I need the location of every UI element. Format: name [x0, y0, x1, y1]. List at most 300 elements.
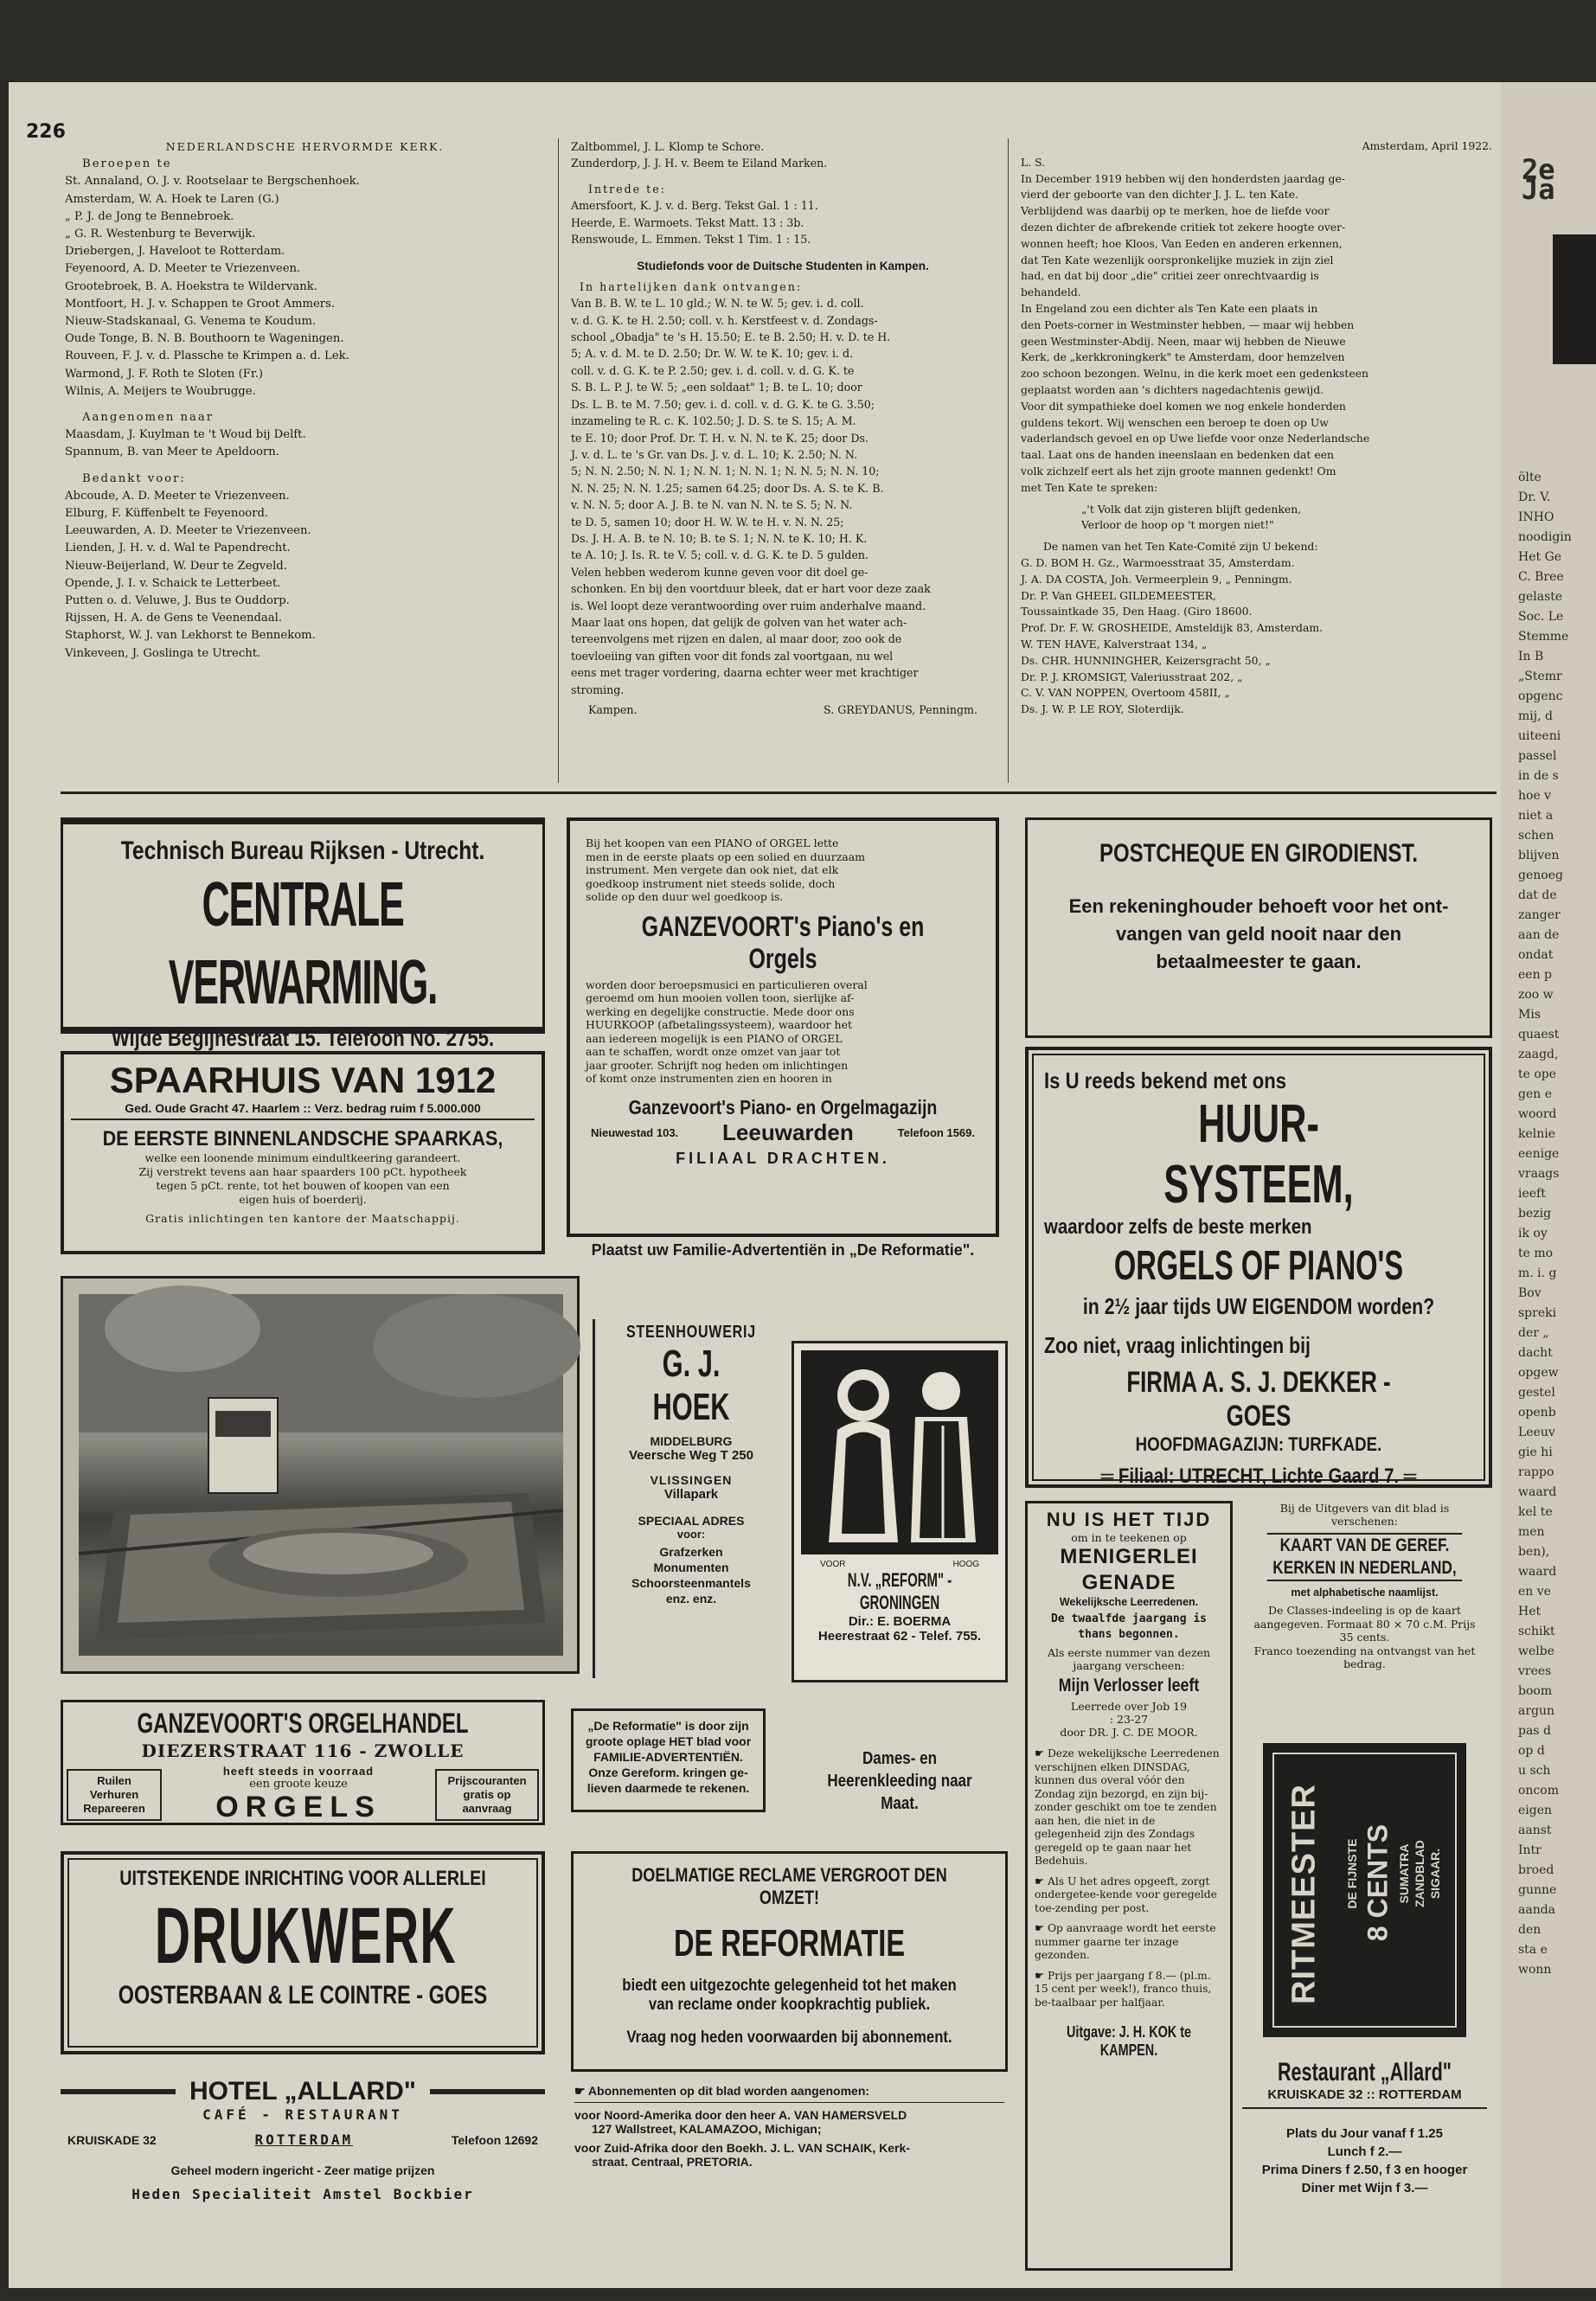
kaart-sub: met alphabetische naamlijst. — [1291, 1586, 1439, 1599]
text-line: Heerde, E. Warmoets. Tekst Matt. 13 : 3b. — [571, 215, 804, 229]
text-line: te D. 5, samen 10; door H. W. W. te H. v. N. N. 25; — [571, 515, 844, 529]
text-line: „ P. J. de Jong te Bennebroek. — [65, 209, 234, 223]
edge-line: rappo — [1518, 1465, 1554, 1479]
hoek-top: STEENHOUWERIJ — [626, 1323, 756, 1342]
hand-pointer-icon: ☛ — [1035, 1875, 1048, 1888]
kaart-text-2: Franco toezending na ontvangst van het bedrag. — [1253, 1644, 1476, 1670]
text-line: te E. 10; door Prof. Dr. T. H. v. N. N. te K. 25; door Ds. — [571, 431, 869, 445]
edge-line: aanda — [1518, 1903, 1556, 1917]
edge-line: gen e — [1518, 1087, 1552, 1101]
edge-line: vraags — [1518, 1167, 1560, 1181]
orgelhandel-right: Prijscouranten gratis op aanvraag — [435, 1769, 539, 1821]
text-line: toevloeiing van giften voor dit fonds zal voortgaan, nu wel — [571, 649, 894, 663]
edge-line: sta e — [1518, 1943, 1548, 1957]
committee-line: W. TEN HAVE, Kalverstraat 134, „ — [1021, 637, 1208, 651]
ad-abonnementen — [571, 2080, 1008, 2253]
edge-line: „Stemr — [1518, 670, 1562, 683]
edge-line: eigen — [1518, 1804, 1553, 1817]
committee-line: G. D. BOM H. Gz., Warmoesstraat 35, Amsterdam. — [1021, 555, 1295, 569]
hoek-items: Grafzerken Monumenten Schoorsteenmantels enz. enz. — [631, 1545, 751, 1606]
hotel-line-1: Geheel modern ingericht - Zeer matige prijzen — [170, 2163, 435, 2177]
text-line: Oude Tonge, B. N. B. Bouthoorn te Wageningen. — [65, 332, 344, 346]
edge-text — [1501, 364, 1596, 1980]
edge-line: ben), — [1518, 1545, 1550, 1559]
committee-line: J. A. DA COSTA, Joh. Vermeerplein 9, „ Penningm. — [1021, 572, 1292, 586]
nutijd-sub: om in te teekenen op — [1071, 1531, 1187, 1544]
text-line: vierd der geboorte van den dichter J. J. L. ten Kate. — [1021, 188, 1298, 202]
text-line: 5; N. N. 2.50; N. N. 1; N. N. 1; N. N. 1; N. N. 5; N. N. 10; — [571, 465, 880, 478]
edge-line: bezig — [1518, 1207, 1552, 1221]
text-line: Renswoude, L. Emmen. Tekst 1 Tim. 1 : 15. — [571, 233, 811, 247]
reform-director: Dir.: E. BOERMA — [848, 1614, 952, 1629]
edge-line: ölte — [1518, 471, 1542, 484]
text-line: vaderlandsch gevoel en op Uwe liefde voor onze Nederlandsche — [1021, 432, 1370, 445]
edge-title: 2e Ja — [1522, 153, 1555, 206]
ad-text-line: HUURKOOP (afbetalingssysteem), waardoor het — [586, 1018, 852, 1031]
edge-line: Het — [1518, 1605, 1542, 1618]
abon-line-2: voor Noord-Amerika door den heer A. VAN HAMERSVELD — [574, 2108, 907, 2122]
druk-top: UITSTEKENDE INRICHTING VOOR ALLERLEI — [119, 1867, 486, 1890]
text-line: taal. Laat ons de handen ineenslaan en bedenken dat een — [1021, 448, 1334, 462]
edge-line: broed — [1518, 1863, 1554, 1877]
edge-line: noodigin — [1518, 530, 1572, 544]
edge-line: te ope — [1518, 1067, 1557, 1081]
fund-text — [571, 295, 995, 698]
text-line: te A. 10; J. Is. R. te V. 5; coll. v. d. G. K. te D. 5 gulden. — [571, 548, 869, 562]
ad-restaurant-allard — [1237, 2054, 1492, 2275]
edge-line: boom — [1518, 1684, 1553, 1698]
postcheque-text: Een rekeninghouder behoeft voor het ont-vangen van geld nooit naar den betaalmeester te gaan. — [1068, 895, 1449, 972]
ad-text-line: welke een loonende minimum eindultkeering garandeert. — [144, 1151, 461, 1164]
edge-line: vrees — [1518, 1664, 1552, 1678]
edge-line: spreki — [1518, 1306, 1557, 1320]
text-line: Grootebroek, B. A. Hoekstra te Wildervank. — [65, 279, 317, 293]
restaurant-title: Restaurant „Allard" — [1277, 2058, 1452, 2086]
edge-line: zaagd, — [1518, 1048, 1559, 1061]
text-line: Van B. B. W. te L. 10 gld.; W. N. te W. 5; gev. i. d. coll. — [571, 297, 864, 311]
text-line: Nieuw-Stadskanaal, G. Venema te Koudum. — [65, 315, 317, 329]
text-line: dezen dichter de afbrekende critiek tot zekere hoogte over- — [1021, 220, 1346, 234]
edge-line: schen — [1518, 829, 1554, 843]
ritmeester-p1: DE FIJNSTE — [1345, 1838, 1359, 1909]
text-line: had, en dat bij door „die" critiei zeer onrechtvaardig is — [1021, 269, 1319, 283]
edge-line: Dr. V. — [1518, 490, 1551, 504]
abon-line-4: voor Zuid-Afrika door den Boekh. J. L. VAN SCHAIK, Kerk- — [574, 2141, 910, 2155]
edge-line: een p — [1518, 968, 1552, 982]
piano-city: Leeuwarden — [722, 1118, 854, 1145]
ad-text-line: Zij verstrekt tevens aan haar spaarders 100 pCt. hypotheek — [138, 1165, 467, 1178]
text-line: inzameling te R. c. K. 102.50; J. D. S. te S. 15; A. M. — [571, 414, 856, 428]
ritmeester-p2: 8 CENTS — [1362, 1823, 1394, 1942]
orgelhandel-mid-1: heeft steeds in voorraad — [222, 1765, 375, 1778]
ad-text-line: goedkoop instrument niet steeds solide, doch — [586, 876, 836, 890]
committee-line: Ds. CHR. HUNNINGHER, Keizersgracht 50, „ — [1021, 653, 1271, 667]
ad-reformatie-familie — [571, 1708, 766, 1812]
edge-line: den — [1518, 1923, 1542, 1937]
fund-subheading: In hartelijken dank ontvangen: — [580, 279, 803, 293]
text-line: In December 1919 hebben wij den honderdsten jaardag ge- — [1021, 171, 1345, 185]
nutijd-heading: MENIGERLEI GENADE — [1060, 1545, 1198, 1594]
ad-kaart-gereformeerde-kerken — [1237, 1497, 1492, 1730]
edge-line: woord — [1518, 1107, 1557, 1121]
hand-pointer-icon: ☛ — [1035, 1922, 1048, 1934]
nutijd-sermon: Mijn Verlosser leeft — [1058, 1676, 1200, 1695]
ad-drukwerk — [61, 1851, 545, 2054]
spaar-footer: Gratis inlichtingen ten kantore der Maatschappij. — [145, 1212, 460, 1225]
text-line: J. v. d. L. te 's Gr. van Ds. J. v. d. L. 10; K. 2.50; N. N. — [571, 447, 858, 461]
grave-illustration — [79, 1294, 563, 1656]
ad-technisch-bureau — [61, 817, 545, 1051]
hand-pointer-icon: ☛ — [574, 2084, 588, 2098]
refblad-text: „De Reformatie" is door zijn groote oplage HET blad voor FAMILIE-ADVERTENTIËN. Onze Gereform. kringen ge-lieven daarmede te rekenen. — [585, 1719, 752, 1795]
spaar-title: SPAARHUIS VAN 1912 — [109, 1060, 497, 1100]
abon-line-5: straat. Centraal, PRETORIA. — [592, 2155, 753, 2169]
huur-heading: HUUR-SYSTEEM, — [1163, 1094, 1354, 1215]
edge-line: dacht — [1518, 1346, 1553, 1360]
piano-store: Ganzevoort's Piano- en Orgelmagazijn — [628, 1095, 938, 1118]
text-line: behandeld. — [1021, 285, 1081, 299]
text-line: Lienden, J. H. v. d. Wal te Papendrecht. — [65, 542, 291, 555]
restaurant-line-4: Diner met Wijn f 3.— — [1301, 2181, 1428, 2195]
ad-steenhouwerij-hoek — [593, 1319, 787, 1678]
druk-heading: DRUKWERK — [154, 1892, 457, 1980]
ad-ganzevoort-pianos — [567, 817, 999, 1237]
ad-hotel-allard — [61, 2072, 545, 2266]
edge-line: oncom — [1518, 1784, 1559, 1798]
hoek-name: G. J. HOEK — [652, 1343, 730, 1428]
druk-firm: OOSTERBAAN & LE COINTRE - GOES — [118, 1981, 488, 2009]
fashion-illustration — [794, 1343, 1005, 1560]
edge-line: uiteeni — [1518, 729, 1561, 743]
committee-line: Toussaintkade 35, Den Haag. (Giro 18600. — [1021, 605, 1253, 619]
text-line: guldens tekort. Wij wenschen een beroep te doen op Uw — [1021, 415, 1329, 429]
doel-text-3: Vraag nog heden voorwaarden bij abonnement. — [626, 2029, 952, 2047]
fund-heading: Studiefonds voor de Duitsche Studenten in Kampen. — [637, 260, 929, 273]
ad-reform-groningen — [792, 1341, 1008, 1682]
ad-text-line: solide op den duur wel goedkoop is. — [586, 890, 784, 903]
equals-icon: ═ — [1100, 1465, 1118, 1488]
edge-line: der „ — [1518, 1326, 1549, 1340]
poster-right-text: HOOG — [952, 1560, 979, 1569]
committee-line: Dr. P. J. KROMSIGT, Valeriusstraat 202, „ — [1021, 670, 1243, 683]
huur-sub: waardoor zelfs de beste merken — [1044, 1215, 1312, 1239]
edge-line: kelnie — [1518, 1127, 1556, 1141]
edge-line: te mo — [1518, 1247, 1554, 1260]
text-line: Maasdam, J. Kuylman te 't Woud bij Delft. — [65, 428, 306, 442]
edge-line: eenige — [1518, 1147, 1560, 1161]
nutijd-b2: Als U het adres opgeeft, zorgt ondergetee-kende voor geregelde toe-zending per post. — [1035, 1875, 1217, 1914]
restaurant-line-3: Prima Diners f 2.50, f 3 en hooger — [1261, 2163, 1468, 2177]
text-line: Rijssen, H. A. de Gens te Veenendaal. — [65, 612, 283, 625]
text-line: Leeuwarden, A. D. Meeter te Vriezenveen. — [65, 524, 311, 538]
huur-question-3: Zoo niet, vraag inlichtingen bij — [1044, 1332, 1311, 1358]
edge-line: schikt — [1518, 1625, 1555, 1638]
ad-text-line: instrument. Men vergete dan ook niet, dat elk — [586, 863, 839, 876]
text-line: St. Annaland, O. J. v. Rootselaar te Bergschenhoek. — [65, 175, 360, 189]
text-line: „ G. R. Westenburg te Beverwijk. — [65, 228, 256, 241]
nutijd-first: Als eerste nummer van dezen jaargang verscheen: — [1047, 1646, 1211, 1672]
piano-branch: FILIAAL DRACHTEN. — [676, 1149, 890, 1167]
text-line: geen Westminster-Abdij. Neen, maar wij hebben de Nieuwe — [1021, 334, 1346, 348]
kaart-text: De Classes-indeeling is op de kaart aangegeven. Formaat 80 × 70 c.M. Prijs 35 cents. — [1253, 1604, 1476, 1644]
restaurant-line-1: Plats du Jour vanaf f 1.25 — [1286, 2126, 1443, 2141]
church-heading: NEDERLANDSCHE HERVORMDE KERK. — [165, 140, 445, 153]
text-line: Velen hebben wederom kunne geven voor dit doel ge- — [571, 565, 869, 579]
text-line: v. d. G. K. te H. 2.50; coll. v. h. Kerstfeest v. d. Zondags- — [571, 313, 878, 327]
huur-hq: HOOFDMAGAZIJN: TURFKADE. — [1135, 1433, 1382, 1455]
ad-text-line: eigen huis of boerderij. — [239, 1193, 367, 1206]
edge-line: waard — [1518, 1565, 1557, 1579]
ritmeester-p3: SUMATRA — [1397, 1843, 1411, 1904]
column-church-news — [65, 138, 545, 663]
text-line: S. B. L. P. J. te W. 5; „een soldaat" 1; B. te L. 10; door — [571, 381, 862, 394]
huur-branch: ═ Filiaal: UTRECHT, Lichte Gaard 7. ═ — [1100, 1465, 1417, 1488]
ritmeester-name: RITMEESTER — [1285, 1784, 1323, 2004]
committee-intro: De namen van het Ten Kate-Comité zijn U bekend: — [1043, 540, 1318, 554]
tbr-heading: CENTRALE VERWARMING. — [168, 870, 438, 1017]
ad-text-line: of komt onze instrumenten zien en hooren in — [586, 1072, 832, 1085]
doel-text-2: van reclame onder koopkrachtig publiek. — [648, 1996, 931, 2014]
ad-doelmatige-reclame — [571, 1851, 1008, 2072]
text-line: Ds. J. H. A. B. te N. 10; B. te S. 1; N. N. te K. 10; H. K. — [571, 531, 868, 545]
text-line: Maar laat ons hopen, dat gelijk de golven van het water ach- — [571, 615, 907, 629]
text-line: is. Wel loopt deze verantwoording over ruim anderhalve maand. — [571, 599, 926, 612]
text-line: wonnen heeft; hoe Kloos, Van Eeden en anderen erkennen, — [1021, 236, 1343, 250]
edge-line: INHO — [1518, 510, 1554, 524]
spaar-heading: DE EERSTE BINNENLANDSCHE SPAARKAS, — [102, 1127, 503, 1150]
section-rule — [61, 792, 1497, 794]
nutijd-author: door DR. J. C. DE MOOR. — [1060, 1726, 1198, 1739]
nutijd-b1: Deze wekelijksche Leerredenen verschijnen elken DINSDAG, kunnen dus overal vóór den Zondag zijn bezorgd, en zijn bij-zonder geschikt om toe te zenden aan hen, die niet in de gelegenheid zijn des Zondags geregeld op te gaan naar het Bedehuis. — [1035, 1747, 1220, 1867]
piano-phone: Telefoon 1569. — [897, 1125, 975, 1139]
text-line: Wilnis, A. Meijers te Woubrugge. — [65, 384, 256, 398]
hotel-line-2: Heden Specialiteit Amstel Bockbier — [131, 2186, 474, 2202]
text-line: dat Ten Kate wezenlijk oorspronkelijke muziek in zijn ziel — [1021, 253, 1334, 266]
edge-line: blijven — [1518, 849, 1560, 862]
postcheque-title: POSTCHEQUE EN GIRODIENST. — [1099, 839, 1419, 868]
committee-line: Dr. P. Van GHEEL GILDEMEESTER, — [1021, 588, 1216, 602]
familie-ad-line: Plaatst uw Familie-Advertentiën in „De Reformatie". — [591, 1241, 975, 1259]
text-line: Amsterdam, W. A. Hoek te Laren (G.) — [65, 192, 279, 206]
bedankt-list — [65, 488, 545, 663]
abon-line-1: Abonnementen op dit blad worden aangenomen: — [587, 2084, 870, 2098]
committee-list — [1021, 555, 1492, 718]
kaart-intro: Bij de Uitgevers van dit blad is verschenen: — [1279, 1502, 1450, 1528]
committee-line: C. V. VAN NOPPEN, Overtoom 458II, „ — [1021, 686, 1230, 700]
text-line: den Poets-corner in Westminster hebben, — maar wij hebben — [1021, 317, 1355, 331]
text-line: In Engeland zou een dichter als Ten Kate een plaats in — [1021, 301, 1318, 315]
orgelhandel-title: GANZEVOORT'S ORGELHANDEL — [137, 1708, 469, 1739]
ad-grave-photo — [61, 1276, 580, 1674]
nutijd-sub2: Wekelijksche Leerredenen. — [1059, 1596, 1199, 1608]
hoek-city: MIDDELBURG — [650, 1434, 733, 1448]
column-rule — [1008, 138, 1009, 783]
ad-text-line: tegen 5 pCt. rente, tot het bouwen of koopen van een — [156, 1179, 450, 1192]
ad-menigerlei-genade — [1025, 1501, 1233, 2271]
ritmeester-fabrikant: FABRIKANT: N.V. GEBR. SCHUPPEN — [1467, 1804, 1476, 1938]
ritmeester-city: VEENENDAAL — [1477, 1844, 1486, 1898]
nutijd-jaargang: De twaalfde jaargang is thans begonnen. — [1050, 1612, 1207, 1641]
aangenomen-title: Aangenomen naar — [82, 411, 215, 425]
text-line: Voor dit sympathieke doel komen we nog enkele honderden — [1021, 399, 1346, 413]
edge-line: argun — [1518, 1704, 1555, 1718]
edge-line: C. Bree — [1518, 570, 1564, 584]
edge-bar — [1553, 234, 1596, 364]
text-line: geplaatst worden aan 's dichters nagedachtenis gewijd. — [1021, 382, 1324, 396]
text-line: Warmond, J. F. Roth te Sloten (Fr.) — [65, 367, 264, 381]
ad-text-line: aan te schaffen, wordt onze omzet van jaar tot — [586, 1045, 841, 1058]
edge-line: passel — [1518, 749, 1557, 763]
newspaper-page — [9, 82, 1501, 2288]
aangenomen-list — [65, 426, 545, 461]
text-line: coll. v. d. G. K. te P. 2.50; gev. i. d. coll. v. d. G. K. te — [571, 363, 855, 377]
edge-line: Stemme — [1518, 630, 1569, 644]
text-line: Amersfoort, K. J. v. d. Berg. Tekst Gal. 1 : 11. — [571, 199, 818, 213]
nutijd-b4: Prijs per jaargang f 8.— (pl.m. 15 cent per week!), franco thuis, be-taalbaar per halfjaar. — [1035, 1969, 1212, 2009]
ad-postcheque — [1025, 817, 1492, 1038]
piano-brand: GANZEVOORT's Piano's en Orgels — [641, 910, 925, 974]
edge-line: openb — [1518, 1406, 1556, 1420]
spaar-subtitle: Ged. Oude Gracht 47. Haarlem :: Verz. bedrag ruim f 5.000.000 — [71, 1101, 535, 1120]
ad-text-line: men in de eerste plaats op een solied en duurzaam — [586, 849, 866, 863]
text-line: met Ten Kate te spreken: — [1021, 480, 1158, 494]
edge-line: wonn — [1518, 1963, 1552, 1977]
reform-title: N.V. „REFORM" - GRONINGEN — [847, 1569, 952, 1613]
edge-line: zoo w — [1518, 988, 1554, 1002]
ritmeester-p5: SIGAAR. — [1428, 1848, 1442, 1900]
edge-line: Mis — [1518, 1008, 1541, 1022]
intrede-list — [571, 197, 995, 247]
text-line: eens met trager vordering, daarna echter weer met krachtiger — [571, 666, 919, 680]
tbr-address: Wijde Begijnestraat 15. Telefoon No. 2755. — [111, 1025, 495, 1051]
text-line: Verblijdend was daarbij op te merken, hoe de liefde voor — [1021, 204, 1330, 218]
ad-dekker-huursysteem — [1025, 1047, 1492, 1488]
text-line: Zaltbommel, J. L. Klomp te Schore. — [571, 140, 765, 153]
edge-line: zanger — [1518, 908, 1561, 922]
beroepen-title: Beroepen te — [82, 157, 172, 171]
edge-line: dat de — [1518, 888, 1557, 902]
dateline: Amsterdam, April 1922. — [1362, 139, 1492, 152]
text-line: Opende, J. I. v. Schaick te Letterbeet. — [65, 576, 281, 590]
edge-line: pas d — [1518, 1724, 1551, 1738]
ad-spaarhuis — [61, 1051, 545, 1254]
page-number: 226 — [26, 121, 66, 143]
beroepen-list — [65, 173, 545, 401]
piano-address: Nieuwestad 103. — [591, 1125, 679, 1139]
ad-text-line: werking en degelijke constructie. Mede door ons — [586, 1004, 855, 1018]
text-line: Nieuw-Beijerland, W. Deur te Zegveld. — [65, 559, 287, 573]
orgelhandel-mid-2: een groote keuze — [249, 1778, 348, 1791]
tbr-title: Technisch Bureau Rijksen - Utrecht. — [120, 836, 485, 865]
edge-line: gestel — [1518, 1386, 1555, 1400]
text-line: Feyenoord, A. D. Meeter te Vriezenveen. — [65, 262, 301, 276]
text-line: N. N. 25; N. N. 1.25; samen 64.25; door Ds. A. S. te K. B. — [571, 481, 884, 495]
quote — [1021, 502, 1492, 535]
edge-line: welbe — [1518, 1644, 1554, 1658]
text-line: Spannum, B. van Meer te Apeldoorn. — [65, 445, 279, 459]
edge-line: opgenc — [1518, 689, 1563, 703]
bedankt-title: Bedankt voor: — [82, 471, 186, 485]
edge-line: aan de — [1518, 928, 1560, 942]
hoek-adres: SPECIAAL ADRES — [638, 1514, 745, 1528]
edge-line: Bov — [1518, 1286, 1542, 1300]
edge-line: mij, d — [1518, 709, 1553, 723]
text-line: tereenvolgens met rijzen en dalen, al maar door, zoo ook de — [571, 632, 902, 646]
edge-line: in de s — [1518, 769, 1559, 783]
edge-line: ieeft — [1518, 1187, 1546, 1201]
text-line: zoo schoon bezongen. Welnu, in die kerk moet een gedenksteen — [1021, 367, 1369, 381]
hoek-street-2: Villapark — [663, 1487, 719, 1502]
edge-line: ik oy — [1518, 1227, 1548, 1240]
text-line: Kerk, de „kerkkroningkerk" te Amsterdam, door hemzelven — [1021, 350, 1345, 364]
edge-line: quaest — [1518, 1028, 1560, 1042]
huur-heading-2: ORGELS OF PIANO'S — [1113, 1243, 1404, 1289]
reform-clothes: Dames- en Heerenkleeding naar Maat. — [827, 1749, 972, 1813]
text-line: Zunderdorp, J. J. H. v. Beem te Eiland Marken. — [571, 157, 828, 170]
restaurant-line-2: Lunch f 2.— — [1327, 2144, 1402, 2159]
intrede-title: Intrede te: — [588, 182, 666, 195]
adjacent-page-edge — [1501, 82, 1596, 2288]
quote-line: „'t Volk dat zijn gisteren blijft gedenken, — [1081, 502, 1302, 516]
committee-line: Ds. J. W. P. LE ROY, Sloterdijk. — [1021, 702, 1184, 716]
doel-heading: DE REFORMATIE — [673, 1922, 906, 1965]
column-rule — [558, 138, 559, 783]
edge-line: Intr — [1518, 1843, 1542, 1857]
hoek-voor: voor: — [676, 1528, 706, 1541]
nutijd-ref: Leerrede over Job 19 : 23-27 — [1070, 1700, 1188, 1726]
text-line: Putten o. d. Veluwe, J. Bus te Ouddorp. — [65, 594, 290, 608]
text-line: school „Obadja" te 's H. 15.50; E. te B. 2.50; H. v. D. te H. — [571, 330, 891, 344]
appeal-text — [1021, 171, 1492, 497]
edge-line: opgew — [1518, 1366, 1559, 1380]
nutijd-b3: Op aanvraage wordt het eerste nummer gaarne ter inzage gezonden. — [1035, 1922, 1216, 1961]
ad-ganzevoort-orgelhandel — [61, 1700, 545, 1825]
text-line: stroming. — [571, 683, 625, 696]
ad-text-line: Bij het koopen van een PIANO of ORGEL lette — [586, 836, 839, 849]
poster-left-text: VOOR — [820, 1560, 846, 1569]
reform-address: Heerestraat 62 - Telef. 755. — [817, 1629, 982, 1644]
edge-line: hoe v — [1518, 789, 1552, 803]
huur-question: Is U reeds bekend met ons — [1044, 1067, 1287, 1093]
hotel-title: HOTEL „ALLARD" — [189, 2077, 416, 2106]
text-line: Vinkeveen, J. Goslinga te Utrecht. — [65, 646, 261, 660]
edge-line: u sch — [1518, 1764, 1551, 1778]
hand-pointer-icon: ☛ — [1035, 1969, 1048, 1982]
sign-name: S. GREYDANUS, Penningm. — [824, 703, 977, 716]
edge-line: gie hi — [1518, 1445, 1553, 1459]
piano-intro — [586, 836, 980, 904]
ad-text-line: aan iedereen mogelijk is een PIANO of ORGEL — [586, 1031, 843, 1045]
kaart-title: KAART VAN DE GEREF. KERKEN IN NEDERLAND, — [1267, 1533, 1463, 1581]
edge-line: Leeuv — [1518, 1426, 1555, 1439]
orgelhandel-left: Ruilen Verhuren Repareeren — [67, 1769, 162, 1821]
edge-line: waard — [1518, 1485, 1557, 1499]
hotel-address: KRUISKADE 32 — [67, 2132, 157, 2147]
edge-line: gelaste — [1518, 590, 1563, 604]
doel-text-1: biedt een uitgezochte gelegenheid tot het maken — [622, 1977, 957, 1995]
beroepen-continued — [571, 138, 995, 172]
edge-line: aanst — [1518, 1823, 1552, 1837]
edge-line: men — [1518, 1525, 1545, 1539]
ad-text-line: worden door beroepsmusici en particulieren overal — [586, 977, 868, 991]
text-line: v. N. N. 5; door A. J. B. te N. van N. N. te S. 5; N. N. — [571, 498, 853, 512]
edge-line: ondat — [1518, 948, 1554, 962]
edge-line: op d — [1518, 1744, 1545, 1758]
column-ten-kate — [1021, 138, 1492, 718]
nutijd-title: NU IS HET TIJD — [1046, 1509, 1212, 1530]
text-line: Rouveen, F. J. v. d. Plassche te Krimpen a. d. Lek. — [65, 349, 349, 363]
edge-line: In B — [1518, 650, 1544, 663]
